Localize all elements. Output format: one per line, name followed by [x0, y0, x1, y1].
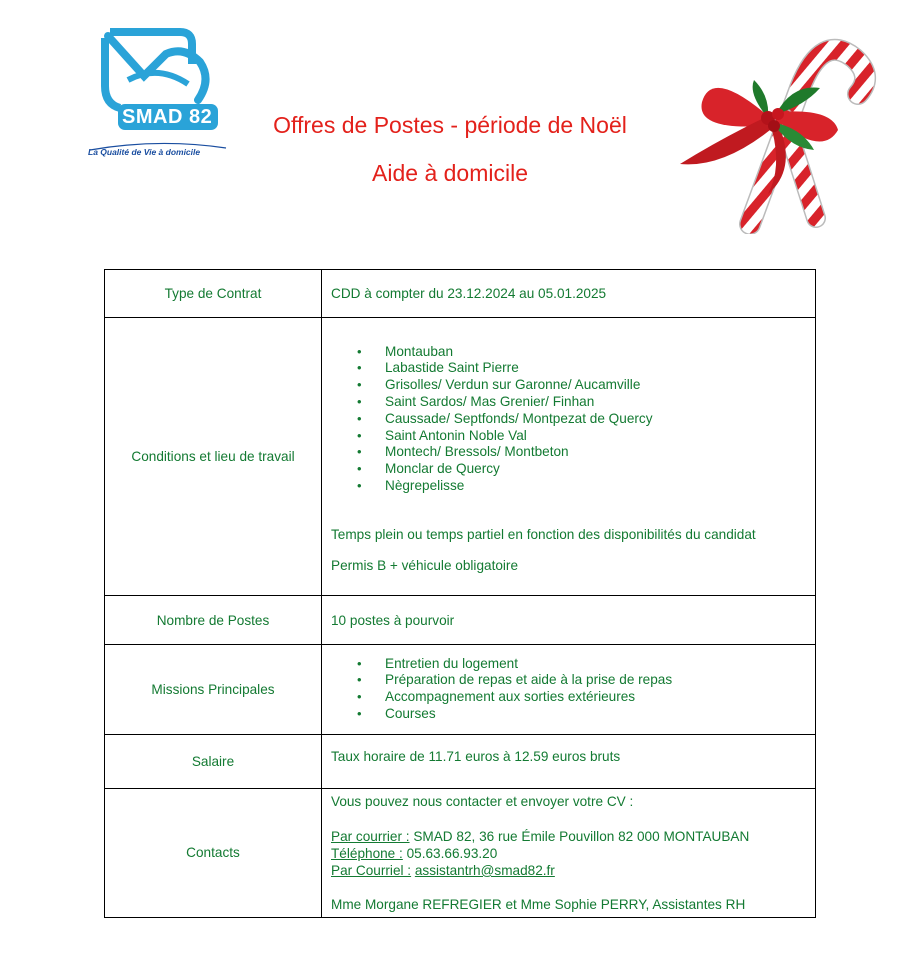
logo-name: SMAD 82	[122, 106, 213, 128]
missions-label: Missions Principales	[105, 644, 322, 734]
list-item: • Caussade/ Septfonds/ Montpezat de Quercy	[331, 411, 815, 428]
smad82-logo	[88, 24, 230, 164]
list-item: • Nègrepelisse	[331, 478, 815, 495]
conditions-label: Conditions et lieu de travail	[105, 318, 322, 596]
table-row-salary	[105, 734, 816, 788]
list-item: • Grisolles/ Verdun sur Garonne/ Aucamville	[331, 377, 815, 394]
missions-list	[331, 656, 815, 723]
mail-label: Par courrier :	[331, 828, 410, 844]
contacts-value	[322, 788, 816, 917]
email-link[interactable]: assistantrh@smad82.fr	[414, 862, 555, 878]
mail-value: SMAD 82, 36 rue Émile Pouvillon 82 000 MONTAUBAN	[409, 828, 750, 844]
table-row-contacts	[105, 788, 816, 917]
list-item: • Labastide Saint Pierre	[331, 360, 815, 377]
count-value: 10 postes à pourvoir	[322, 596, 816, 644]
contacts-label: Contacts	[105, 788, 322, 917]
list-item: • Montauban	[331, 344, 815, 361]
job-offer-table	[104, 269, 816, 918]
list-item: • Saint Antonin Noble Val	[331, 428, 815, 445]
candy-cane-icon	[672, 18, 882, 234]
list-item: • Courses	[331, 706, 815, 723]
count-label: Nombre de Postes	[105, 596, 322, 644]
locations-list	[331, 344, 815, 495]
contact-email-line	[331, 862, 815, 879]
list-item: • Accompagnement aux sorties extérieures	[331, 689, 815, 706]
contract-value: CDD à compter du 23.12.2024 au 05.01.2025	[322, 270, 816, 318]
contacts-intro: Vous pouvez nous contacter et envoyer votre CV :	[331, 793, 634, 809]
list-item: • Monclar de Quercy	[331, 461, 815, 478]
page-title: Offres de Postes - période de Noël	[273, 112, 627, 138]
salary-value: Taux horaire de 11.71 euros à 12.59 euros bruts	[322, 734, 816, 788]
list-item: • Saint Sardos/ Mas Grenier/ Finhan	[331, 394, 815, 411]
phone-value: 05.63.66.93.20	[402, 845, 498, 861]
contact-people: Mme Morgane REFREGIER et Mme Sophie PERRY, Assistantes RH	[331, 896, 746, 912]
contact-mail-line	[331, 828, 815, 845]
license-text: Permis B + véhicule obligatoire	[331, 557, 519, 573]
table-row-missions	[105, 644, 816, 734]
logo-tagline: La Qualité de Vie à domicile	[88, 147, 201, 157]
salary-label: Salaire	[105, 734, 322, 788]
list-item: • Montech/ Bressols/ Montbeton	[331, 444, 815, 461]
table-row-conditions	[105, 318, 816, 596]
contact-phone-line	[331, 845, 815, 862]
contract-label: Type de Contrat	[105, 270, 322, 318]
list-item: • Entretien du logement	[331, 656, 815, 673]
table-row-contract	[105, 270, 816, 318]
page-subtitle: Aide à domicile	[372, 160, 528, 186]
email-label: Par Courriel :	[331, 862, 412, 878]
table-row-count	[105, 596, 816, 644]
missions-value	[322, 644, 816, 734]
phone-label: Téléphone :	[331, 845, 403, 861]
conditions-value	[322, 318, 816, 596]
work-time-text: Temps plein ou temps partiel en fonction des disponibilités du candidat	[331, 526, 756, 542]
logo-graphic-icon	[88, 24, 230, 164]
list-item: • Préparation de repas et aide à la prise de repas	[331, 672, 815, 689]
